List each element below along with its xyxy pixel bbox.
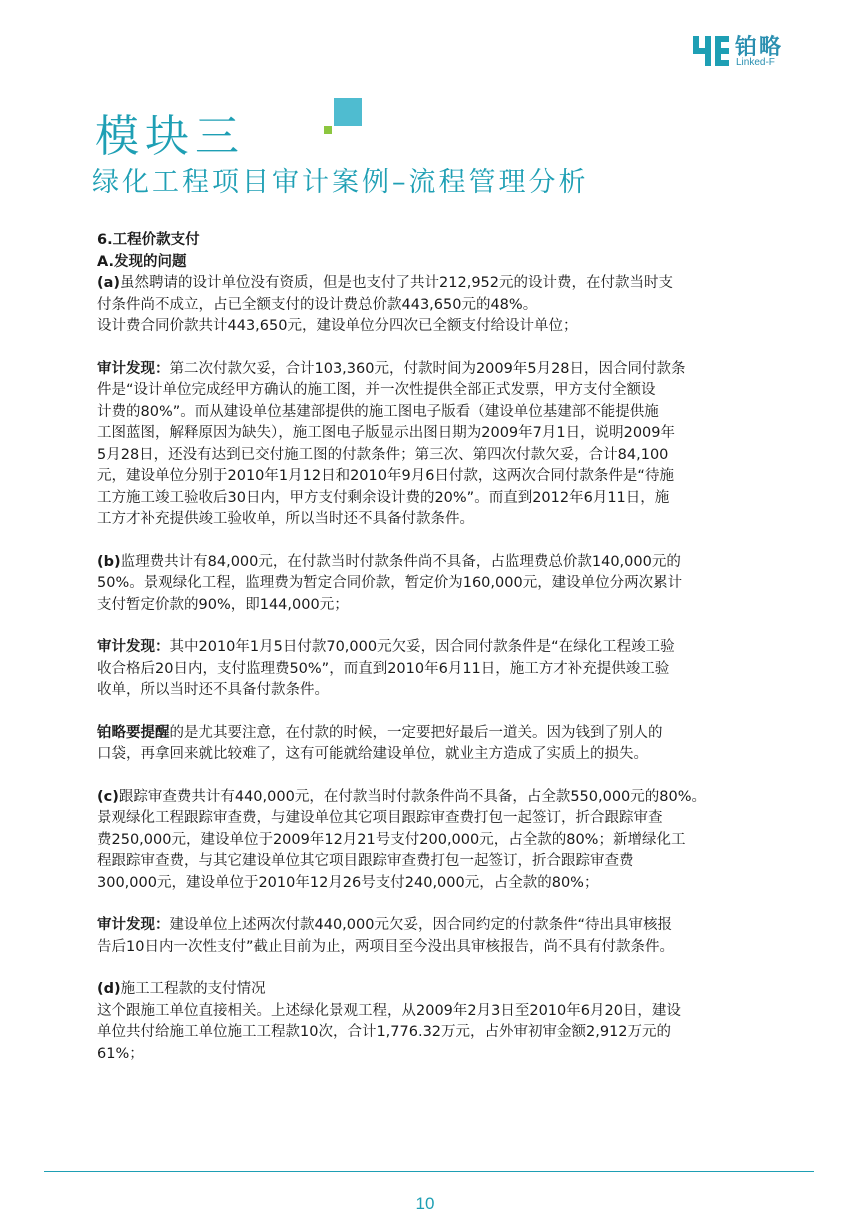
finding-a-line: 元，建设单位分别于2010年1月12日和2010年9月6日付款，这两次合同付款条件是“待施 [97,468,674,484]
paragraph-d-line: 61%； [97,1045,144,1062]
paragraph-a-line: (a)虽然聘请的设计单位没有资质，但是也支付了共计212,952元的设计费，在付款当时支 [97,275,674,291]
finding-a-line: 工方施工竣工验收后30日内，甲方支付剩余设计费的20%”。而直到2012年6月11日，施 [97,489,670,506]
finding-c-line: 告后10日内一次性支付”截止目前为止，两项目至今没出具审核报告，尚不具有付款条件。 [97,938,674,955]
finding-b-line: 审计发现：其中2010年1月5日付款70,000元欠妥，因合同付款条件是“在绿化工程竣工验 [97,639,675,655]
logo-mark-icon [693,34,729,70]
module-title: 模块三 [95,111,245,162]
paragraph-c-line: 300,000元，建设单位于2010年12月26号支付240,000元，占全款的80%； [97,874,599,891]
logo-text-cn: 铂略 [735,35,784,60]
decorative-squares-icon [318,96,368,142]
reminder-label: 铂略要提醒 [97,724,170,741]
page-number: 10 [415,1194,435,1213]
paragraph-d-line: 单位共付给施工单位施工工程款10次，合计1,776.32万元，占外审初审金额2,912万元的 [97,1024,672,1040]
logo-text-en: Linked-F [736,57,775,68]
paragraph-b-line: 50%。景观绿化工程，监理费为暂定合同价款，暂定价为160,000元，建设单位分两次累计 [97,575,683,591]
paragraph-a-line: 付条件尚不成立，占已全额支付的设计费总价款443,650元的48%。 [97,296,538,313]
paragraph-a-line: 设计费合同价款共计443,650元，建设单位分四次已全额支付给设计单位； [97,318,578,334]
brand-logo [693,30,813,74]
reminder-line: 铂略要提醒的是尤其要注意，在付款的时候，一定要把好最后一道关。因为钱到了别人的 [97,724,663,741]
item-label: (d) [97,981,121,997]
finding-a-line: 工方才补充提供竣工验收单，所以当时还不具备付款条件。 [97,511,474,527]
paragraph-c-line: 费250,000元，建设单位于2009年12月21号支付200,000元，占全款的80%；新增绿化工 [97,831,686,848]
paragraph-c-line: 程跟踪审查费，与其它建设单位其它项目跟踪审查费打包一起签订，折合跟踪审查费 [97,853,634,869]
paragraph-c-line: (c)跟踪审查费共计有440,000元，在付款当时付款条件尚不具备，占全款550,000元的80%。 [97,788,707,805]
item-label: (a) [97,275,121,291]
finding-a-line: 5月28日，还没有达到已交付施工图的付款条件；第三次、第四次付款欠妥，合计84,100 [97,446,669,463]
item-label: (c) [97,788,119,805]
finding-label: 审计发现： [97,917,170,933]
paragraph-d-line: (d)施工工程款的支付情况 [97,981,266,997]
finding-label: 审计发现： [97,360,170,377]
finding-a-line: 工图蓝图，解释原因为缺失），施工图电子版显示出图日期为2009年7月1日，说明2009年 [97,425,676,441]
paragraph-c-line: 景观绿化工程跟踪审查费，与建设单位其它项目跟踪审查费打包一起签订，折合跟踪审查 [97,810,663,826]
footer-divider [44,1171,814,1172]
finding-b-line: 收合格后20日内，支付监理费50%”，而直到2010年6月11日，施工方才补充提供竣工验 [97,660,670,677]
finding-b-line: 收单，所以当时还不具备付款条件。 [97,682,329,698]
section-subtitle: A.发现的问题 [97,253,187,270]
paragraph-b-line: 支付暂定价款的90%，即144,000元； [97,596,349,613]
body-text [97,230,787,1065]
item-label: (b) [97,553,121,570]
paragraph-d-line: 这个跟施工单位直接相关。上述绿化景观工程，从2009年2月3日至2010年6月20日，建设 [97,1002,681,1019]
section-title: 6.工程价款支付 [97,232,200,248]
finding-a-line: 件是“设计单位完成经甲方确认的施工图，并一次性提供全部正式发票，甲方支付全额设 [97,382,656,398]
finding-label: 审计发现： [97,639,170,655]
finding-a-line: 审计发现：第二次付款欠妥，合计103,360元，付款时间为2009年5月28日，因合同付款条 [97,360,686,377]
reminder-line: 口袋，再拿回来就比较难了，这有可能就给建设单位，就业主方造成了实质上的损失。 [97,746,648,762]
finding-c-line: 审计发现：建设单位上述两次付款440,000元欠妥，因合同约定的付款条件“待出具审核报 [97,917,672,933]
page-subtitle: 绿化工程项目审计案例–流程管理分析 [92,167,589,198]
paragraph-b-line: (b)监理费共计有84,000元，在付款当时付款条件尚不具备，占监理费总价款140,000元的 [97,553,681,570]
finding-a-line: 计费的80%”。而从建设单位基建部提供的施工图电子版看（建设单位基建部不能提供施 [97,403,659,420]
